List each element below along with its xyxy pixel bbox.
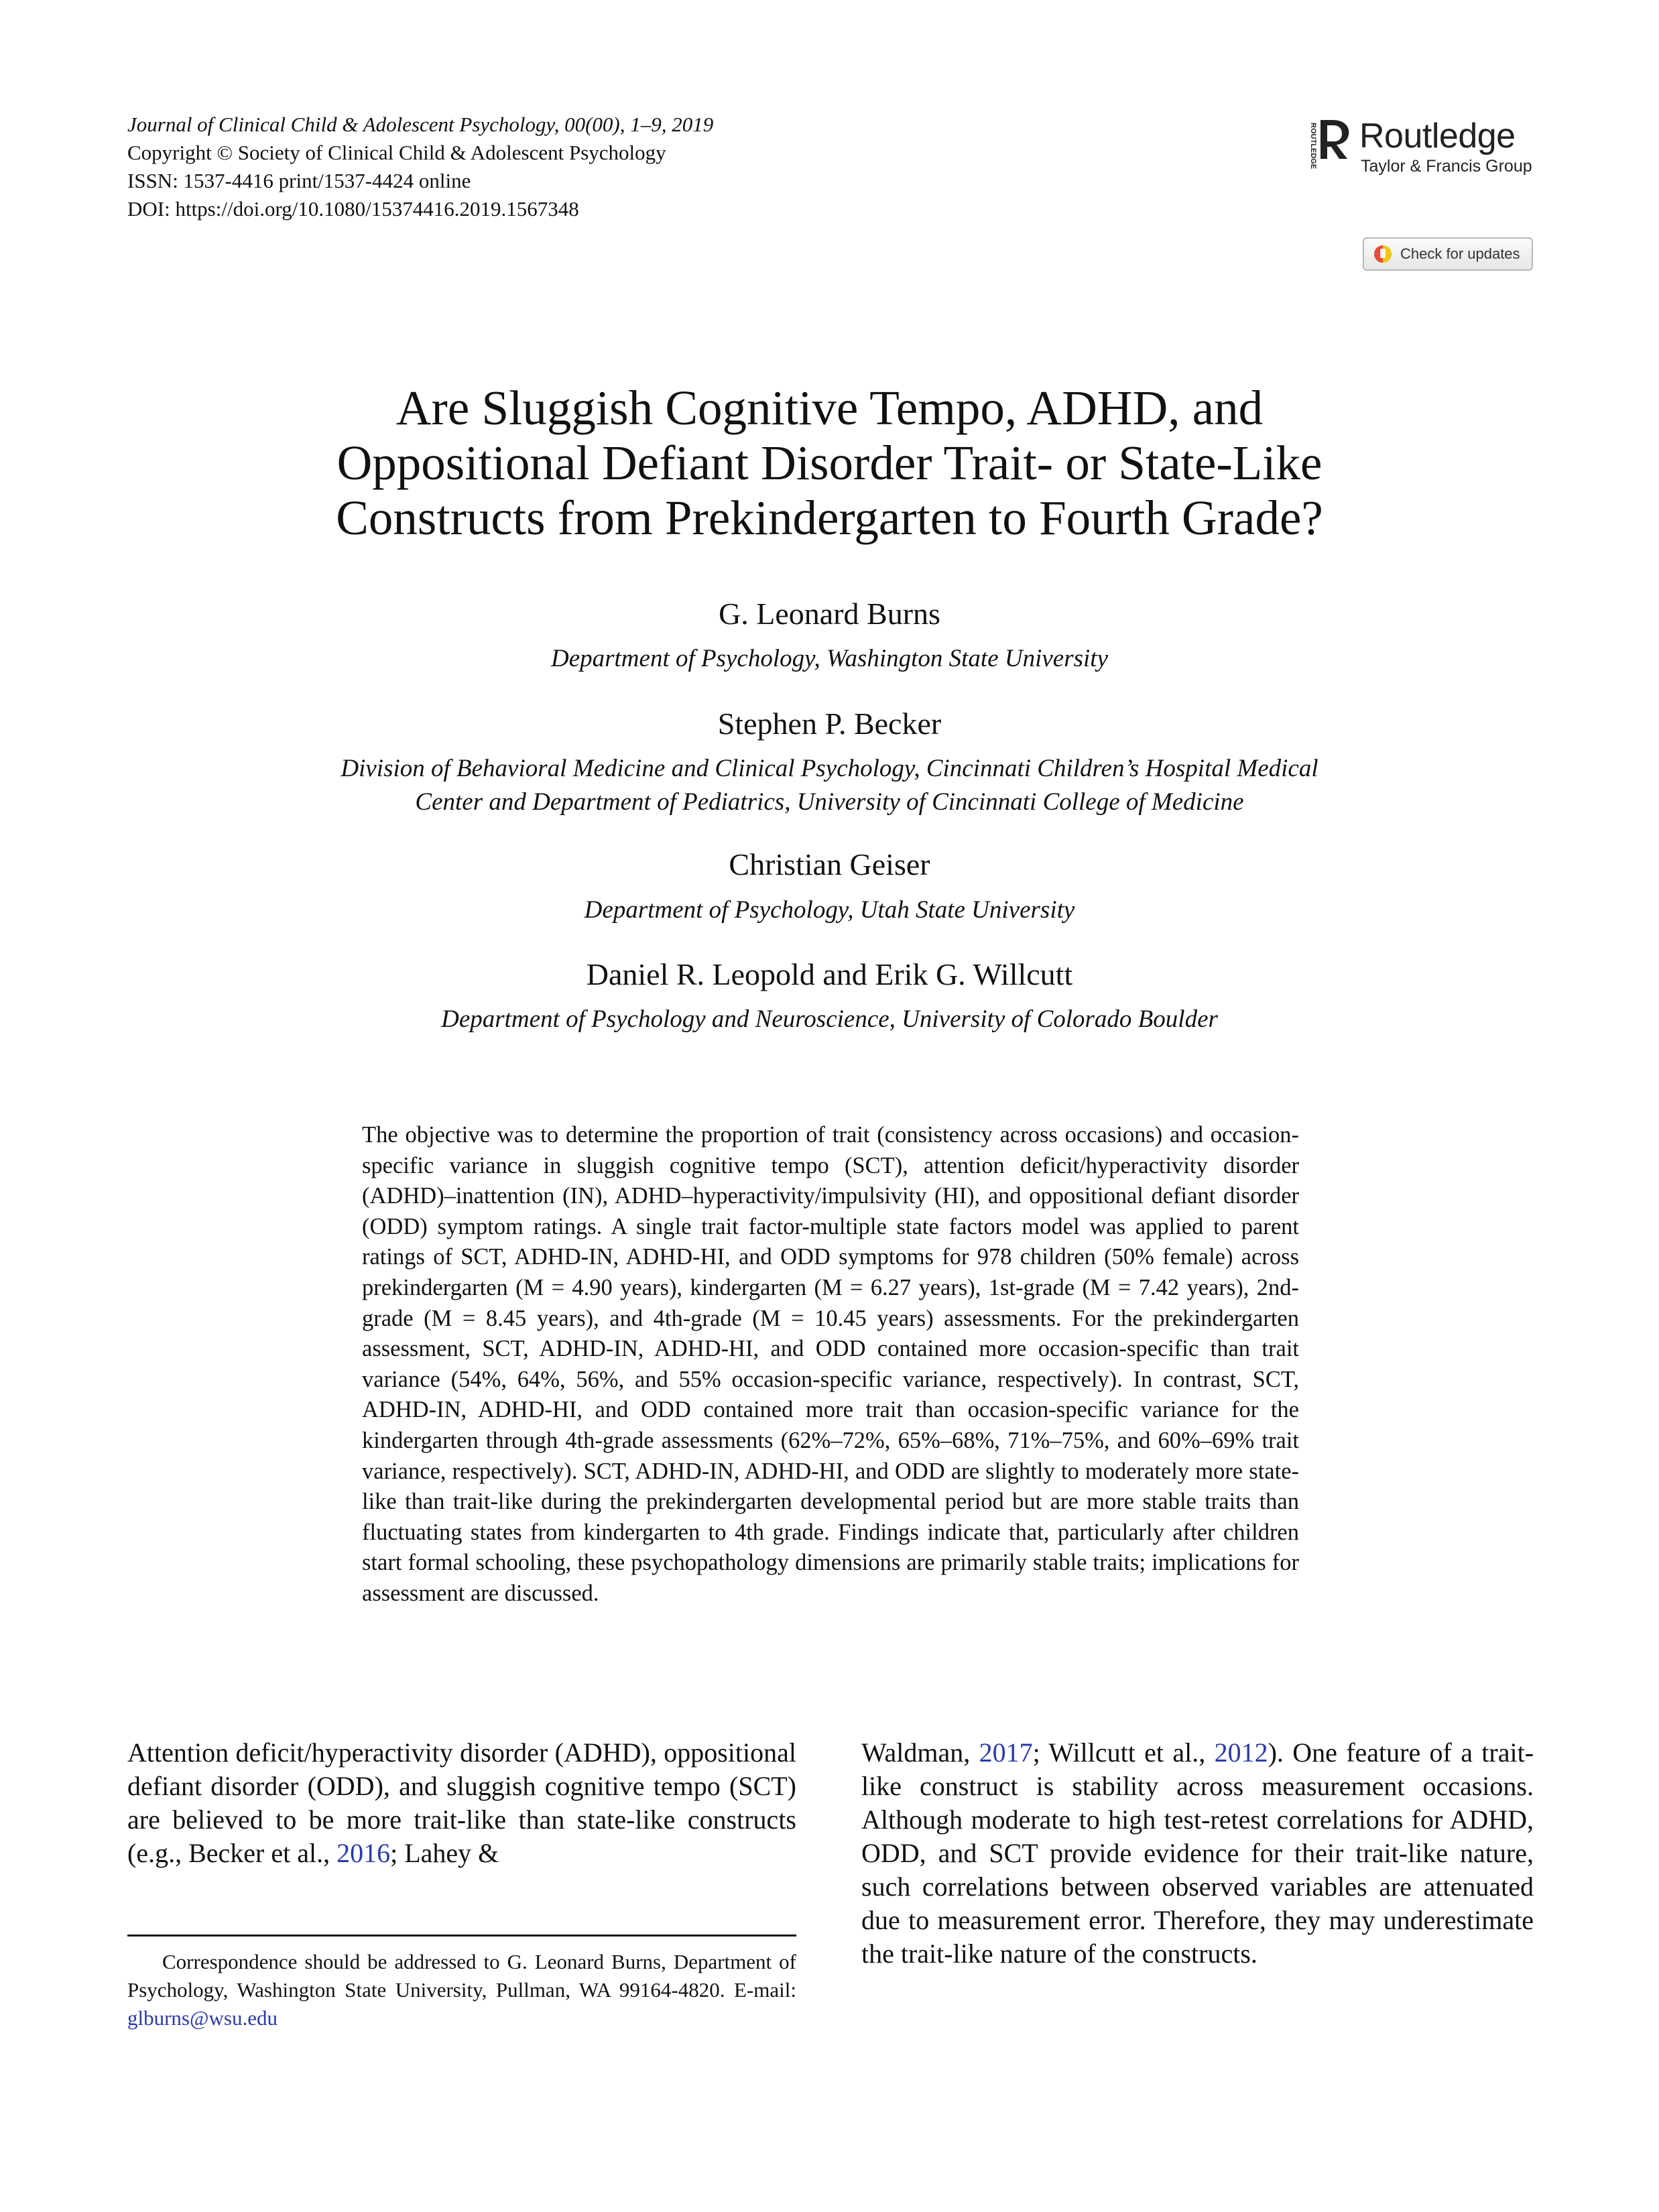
- author-affiliation: [201, 894, 1458, 927]
- paper-title: [201, 381, 1458, 546]
- footnote-divider: [127, 1934, 796, 1937]
- email-link[interactable]: glburns@wsu.edu: [127, 2006, 278, 2030]
- author-affiliation: [201, 642, 1458, 676]
- body-text: ). One feature of a trait-like construct is stability across measurement occasions. Although moderate to high test-retest correlations for ADHD, ODD, and SCT provide evidence for their trait-like nature, such correlations between observed variables are attenuated due to measurement error. Therefore, they may underestimate the trait-like nature of the constructs.: [861, 1737, 1534, 1969]
- author-name: Stephen P. Becker: [717, 706, 942, 741]
- body-text: ; Willcutt et al.,: [1032, 1737, 1206, 1768]
- abstract: The objective was to determine the proportion of trait (consistency across occasions) and occasion-specific variance in sluggish cognitive tempo (SCT), attention deficit/hyperactivity disorder (ADHD)–inattention (IN), ADHD–hyperactivity/impulsivity (HI), and oppositional defiant disorder (ODD) symptom ratings. A single trait factor-multiple state factors model was applied to parent ratings of SCT, ADHD-IN, ADHD-HI, and ODD symptoms for 978 children (50% female) across prekindergarten (M = 4.90 years), kindergarten (M = 6.27 years), 1st-grade (M = 7.42 years), 2nd-grade (M = 8.45 years), and 4th-grade (M = 10.45 years) assessments. For the prekindergarten assessment, SCT, ADHD-IN, ADHD-HI, and ODD contained more occasion-specific than trait variance (54%, 64%, 56%, and 55% occasion-specific variance, respectively). In contrast, SCT, ADHD-IN, ADHD-HI, and ODD contained more trait than occasion-specific variance for the kindergarten through 4th-grade assessments (62%–72%, 65%–68%, 71%–75%, and 60%–69% trait variance, respectively). SCT, ADHD-IN, ADHD-HI, and ODD are slightly to moderately more state-like than trait-like during the prekindergarten developmental period but are more stable traits than fluctuating states from kindergarten to 4th grade. Findings indicate that, particularly after children start formal schooling, these psychopathology dimensions are primarily stable traits; implications for assessment are discussed.: [362, 1122, 1299, 1606]
- issn-line: ISSN: 1537-4416 print/1537-4424 online: [127, 169, 471, 192]
- affiliation-line: Center and Department of Pediatrics, University of Cincinnati College of Medicine: [415, 788, 1244, 816]
- author-affiliation: [201, 752, 1458, 819]
- publisher-subtitle: Taylor & Francis Group: [1361, 157, 1532, 176]
- journal-citation: Journal of Clinical Child & Adolescent Psychology, 00(00), 1–9, 2019: [127, 113, 714, 136]
- affiliation-line: Division of Behavioral Medicine and Clinical Psychology, Cincinnati Children’s Hospital Medical: [341, 755, 1318, 782]
- affiliation-line: Department of Psychology, Washington State University: [550, 645, 1109, 672]
- citation-link[interactable]: 2012: [1214, 1737, 1268, 1768]
- doi-line[interactable]: DOI: https://doi.org/10.1080/15374416.2019.1567348: [127, 197, 579, 221]
- affiliation-line: Department of Psychology, Utah State University: [584, 896, 1075, 924]
- body-column-left: [127, 1736, 796, 1870]
- affiliation-line: Department of Psychology and Neuroscience, University of Colorado Boulder: [441, 1005, 1218, 1033]
- publisher-vertical-text: ROUTLEDGE: [1309, 123, 1317, 170]
- title-line: Oppositional Defiant Disorder Trait- or State-Like: [336, 436, 1323, 490]
- body-text: ; Lahey &: [390, 1838, 499, 1868]
- journal-meta: [127, 111, 713, 223]
- body-column-right: [861, 1736, 1534, 1971]
- citation-link[interactable]: 2016: [336, 1838, 391, 1868]
- author-name: G. Leonard Burns: [719, 597, 940, 631]
- body-text: Attention deficit/hyperactivity disorder (ADHD), oppositional defiant disorder (ODD), and sluggish cognitive tempo (SCT) are believed to be more trait-like than state-like constructs (e.g., Becker et al.,: [127, 1737, 796, 1868]
- author-affiliation: [201, 1003, 1458, 1036]
- author-name: Christian Geiser: [729, 847, 930, 881]
- publisher-logo[interactable]: [1307, 117, 1535, 184]
- body-text: Waldman,: [861, 1737, 971, 1768]
- citation-link[interactable]: 2017: [979, 1737, 1033, 1768]
- publisher-name: Routledge: [1359, 117, 1516, 156]
- author-name: Daniel R. Leopold and Erik G. Willcutt: [586, 957, 1073, 991]
- check-updates-icon: [1373, 245, 1392, 263]
- title-line: Are Sluggish Cognitive Tempo, ADHD, and: [395, 381, 1264, 435]
- title-line: Constructs from Prekindergarten to Fourth Grade?: [336, 491, 1323, 545]
- correspondence-footnote: [127, 1948, 796, 2032]
- routledge-r-icon: [1307, 117, 1355, 184]
- check-for-updates-button[interactable]: [1363, 237, 1533, 271]
- check-updates-label: Check for updates: [1400, 245, 1520, 262]
- copyright-line: Copyright © Society of Clinical Child & Adolescent Psychology: [127, 141, 666, 164]
- footnote-text: Correspondence should be addressed to G. Leonard Burns, Department of Psychology, Washington State University, Pullman, WA 99164-4820. E-mail:: [127, 1950, 796, 2002]
